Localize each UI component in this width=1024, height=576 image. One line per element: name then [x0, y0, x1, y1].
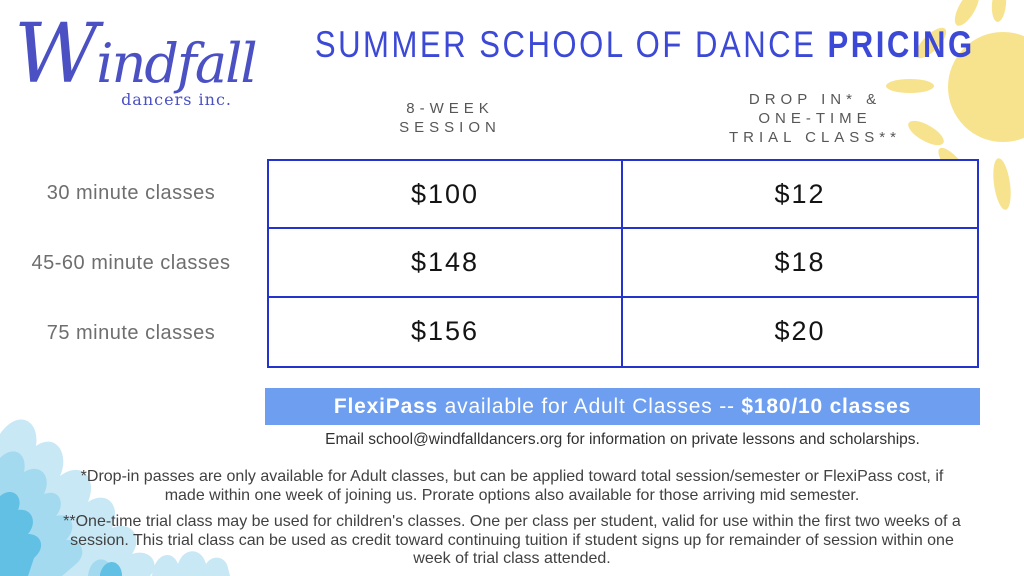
price-cell-75min-session: $156: [269, 298, 623, 366]
row-label-30-minute: 30 minute classes: [46, 182, 216, 205]
logo-subtitle: dancers inc.: [121, 90, 232, 109]
price-cell-30min-dropin: $12: [623, 161, 977, 229]
column-header-drop-in-trial: [690, 91, 940, 147]
pricing-table: [267, 159, 979, 368]
row-labels: [0, 159, 262, 368]
flexipass-banner-middle: available for Adult Classes --: [438, 394, 742, 418]
column-header-line: TRIAL CLASS**: [729, 128, 901, 146]
price-cell-75min-dropin: $20: [774, 316, 826, 347]
flexipass-banner-price: $180/10 classes: [741, 394, 912, 418]
footnote-trial-class: **One-time trial class may be used for children's classes. One per class per student, valid for use within the first two weeks of a session. This trial class can be used as credit toward continuing tuition if student signs up for remainder of session within one week of trial class attended.: [63, 513, 961, 568]
price-cell-45-60min-dropin: $18: [623, 229, 977, 297]
column-header-line: 8-WEEK: [406, 100, 494, 117]
page-title-main: SUMMER SCHOOL OF DANCE: [315, 24, 828, 65]
page-title: [290, 20, 1000, 70]
page-title-accent: PRICING: [827, 24, 975, 65]
footnote-drop-in: *Drop-in passes are only available for Adult classes, but can be applied toward total session/semester or FlexiPass cost, if made within one week of joining us. Prorate options also available for those arriving mid semester.: [80, 468, 944, 504]
flexipass-banner-lead: FlexiPass: [333, 394, 439, 418]
flexipass-banner: [265, 388, 980, 425]
price-cell-45-60min-session: $148: [269, 229, 623, 297]
email-note: Email school@windfalldancers.org for information on private lessons and scholarships.: [325, 431, 920, 448]
logo-wordmark: Windfall: [14, 7, 256, 102]
column-header-line: SESSION: [399, 118, 501, 136]
column-header-line: ONE-TIME: [758, 109, 872, 127]
column-header-line: DROP IN* &: [748, 91, 882, 108]
row-label-75-minute: 75 minute classes: [46, 321, 216, 344]
row-label-45-60-minute: 45-60 minute classes: [31, 251, 231, 274]
logo: [14, 7, 256, 109]
column-header-8-week-session: [340, 100, 560, 138]
price-cell-30min-session: $100: [269, 161, 623, 229]
